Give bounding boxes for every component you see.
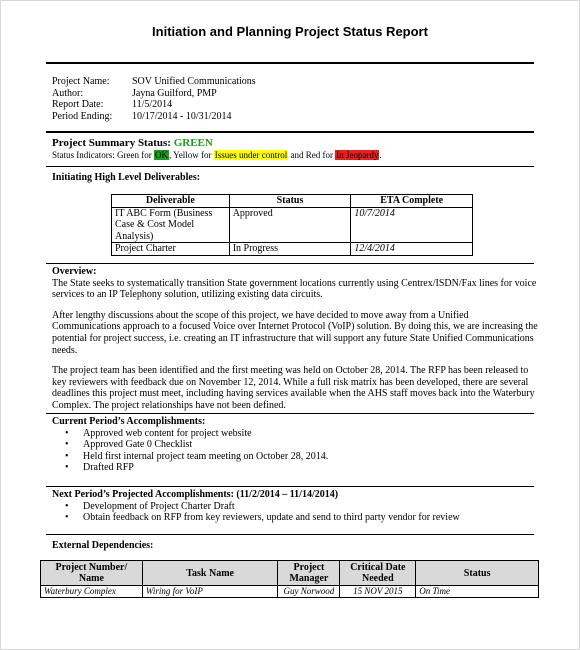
meta-row-project-name xyxy=(52,76,256,88)
meta-row-period-ending xyxy=(52,111,256,123)
deliverable-cell: Project Charter xyxy=(112,243,230,256)
current-list xyxy=(52,428,328,474)
table-header-row xyxy=(41,561,539,586)
column-header: Project Manager xyxy=(278,561,340,586)
meta-label: Period Ending: xyxy=(52,110,113,122)
column-header: Deliverable xyxy=(112,195,230,208)
next-accomplishments xyxy=(52,489,460,524)
next-divider xyxy=(46,486,534,487)
eta-cell: 12/4/2014 xyxy=(351,243,473,256)
project-cell: Waterbury Complex xyxy=(41,586,143,598)
overview-paragraph: After lengthy discussions about the scope of this project, we have decided to move away from a Unified Communications approach to a focused Voice over Internet Protocol (VoIP) solution. By doing this, we are increasing the potential for project success, i.e. creating an IT infrastructure that will support any future State Unified Communications needs. xyxy=(52,309,538,356)
next-list xyxy=(52,501,460,524)
column-header: Critical Date Needed xyxy=(340,561,416,586)
summary-divider xyxy=(46,131,534,133)
status-cell: On Time xyxy=(416,586,539,598)
external-divider xyxy=(46,534,534,535)
table-row xyxy=(112,207,473,243)
meta-value: Jayna Guilford, PMP xyxy=(132,87,217,99)
current-heading: Current Period’s Accomplishments: xyxy=(52,416,206,427)
list-item: • Obtain feedback on RFP from key reviewers, update and send to third party vendor for review xyxy=(83,512,460,524)
meta-label: Author: xyxy=(52,87,84,99)
title-divider xyxy=(46,62,534,64)
indicators-prefix: Status Indicators: Green for xyxy=(52,150,154,160)
yellow-indicator-badge: Issues under control xyxy=(214,150,288,160)
status-cell: In Progress xyxy=(229,243,351,256)
deliverable-cell: IT ABC Form (Business Case & Cost Model Analysis) xyxy=(112,207,230,243)
meta-value: 11/5/2014 xyxy=(132,99,173,110)
status-indicators xyxy=(52,150,382,160)
table-header-row xyxy=(112,195,473,208)
meta-label: Project Name: xyxy=(52,76,110,87)
summary-status-line xyxy=(52,137,382,149)
list-item: • Approved Gate 0 Checklist xyxy=(83,439,328,451)
task-cell: Wiring for VoIP xyxy=(142,586,278,598)
red-indicator-badge: In Jeopardy xyxy=(336,150,379,160)
project-summary xyxy=(52,137,382,160)
list-item: • Development of Project Charter Draft xyxy=(83,501,460,513)
column-header: ETA Complete xyxy=(351,195,473,208)
summary-label: Project Summary Status: xyxy=(52,137,171,149)
current-divider xyxy=(46,413,534,414)
table-row xyxy=(41,586,539,598)
current-accomplishments xyxy=(52,416,328,474)
overview-section xyxy=(52,266,538,421)
overview-paragraph: The State seeks to systematically transition State government locations currently using Centrex/ISDN/Fax lines for voice services to an IP Telephony solution, utilizing existing data circuits. xyxy=(52,277,537,301)
overview-divider xyxy=(46,263,534,264)
meta-value: SOV Unified Communications xyxy=(132,76,256,87)
table-row xyxy=(112,243,473,256)
red-prefix: and Red for xyxy=(288,150,336,160)
list-item: • Held first internal project team meeting on October 28, 2014. xyxy=(83,451,328,463)
report-title: Initiation and Planning Project Status Report xyxy=(152,24,428,39)
green-indicator-badge: OK xyxy=(154,150,168,160)
yellow-prefix: , Yellow for xyxy=(168,150,214,160)
overview-heading: Overview: xyxy=(52,266,97,277)
deliverables-table xyxy=(111,194,473,256)
meta-row-report-date xyxy=(52,99,256,111)
summary-status-value: GREEN xyxy=(173,137,213,149)
column-header: Project Number/ Name xyxy=(41,561,143,586)
indicators-end: . xyxy=(379,150,382,160)
overview-paragraph: The project team has been identified and the first meeting was held on October 28, 2014. The RFP has been released to key reviewers with feedback due on November 12, 2014. While a full risk matrix has been developed, there are several deadlines this project must meet, including having services available when the AHS staff moves back into the Waterbury Complex. The project relationships have not been defined. xyxy=(52,365,535,411)
deliverables-divider xyxy=(46,166,534,167)
deliverables-heading: Initiating High Level Deliverables: xyxy=(52,172,201,183)
external-dependencies-table xyxy=(40,560,539,598)
meta-label: Report Date: xyxy=(52,99,104,110)
status-cell: Approved xyxy=(229,207,351,243)
external-heading: External Dependencies: xyxy=(52,540,154,551)
column-header: Status xyxy=(229,195,351,208)
next-heading: Next Period’s Projected Accomplishments: (11/2/2014 – 11/14/2014) xyxy=(52,489,339,500)
meta-row-author xyxy=(52,88,256,100)
column-header: Task Name xyxy=(142,561,278,586)
list-item: • Drafted RFP xyxy=(83,462,328,474)
meta-value: 10/17/2014 - 10/31/2014 xyxy=(132,110,232,122)
column-header: Status xyxy=(416,561,539,586)
date-cell: 15 NOV 2015 xyxy=(340,586,416,598)
list-item: • Approved web content for project website xyxy=(83,428,328,440)
eta-cell: 10/7/2014 xyxy=(351,207,473,243)
manager-cell: Guy Norwood xyxy=(278,586,340,598)
project-meta xyxy=(52,76,256,122)
